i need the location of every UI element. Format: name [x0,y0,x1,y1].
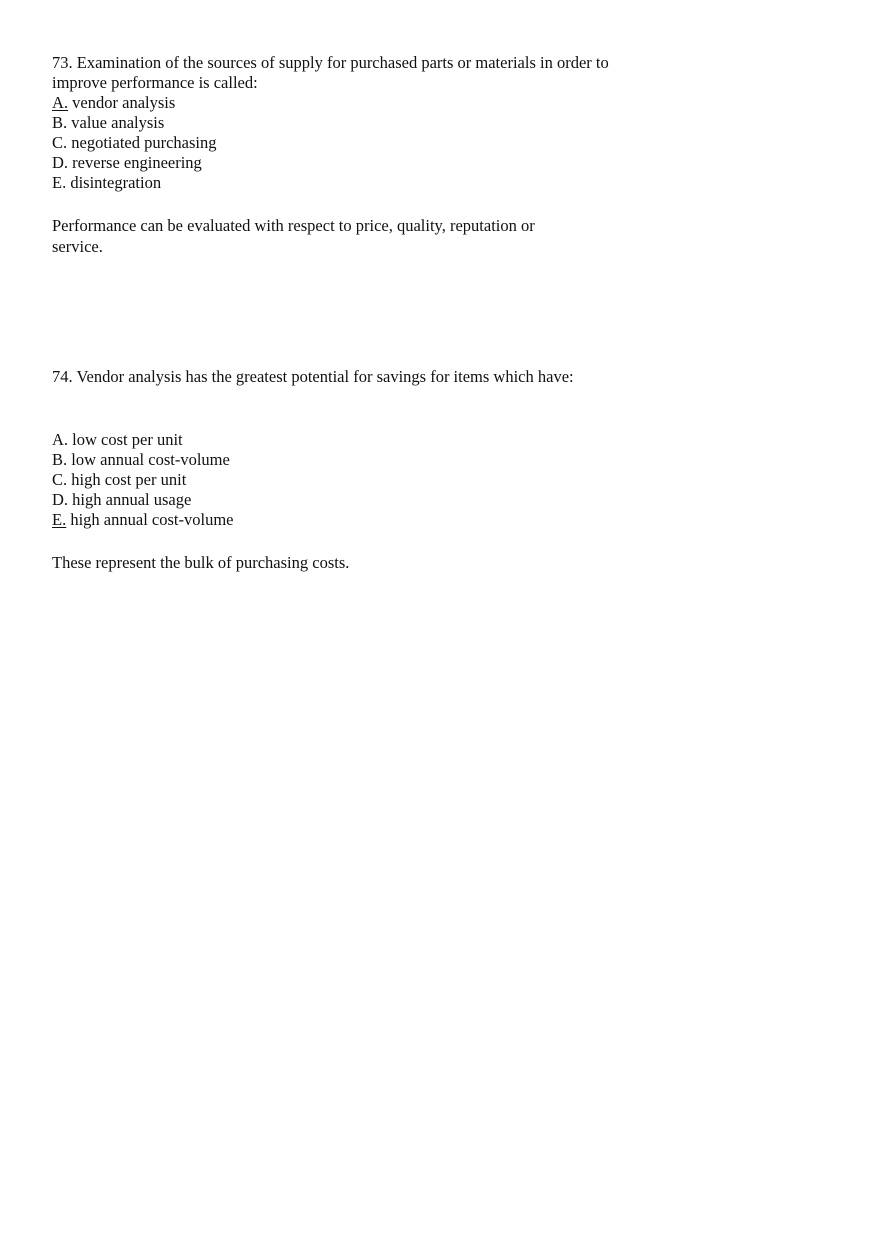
option-text: value analysis [71,113,165,132]
answer-explanation: Performance can be evaluated with respect to price, quality, reputation or service. [52,216,535,256]
option-text: high cost per unit [71,470,187,489]
option-letter: C. [52,470,68,489]
answer-option-a [52,93,652,113]
answer-option-b [52,113,652,133]
option-letter: B. [52,450,68,469]
option-text: high annual usage [72,490,192,509]
answer-option-d [52,490,652,510]
option-text: low annual cost-volume [71,450,230,469]
answer-options [52,430,652,530]
option-letter: D. [52,490,69,509]
answer-option-d [52,153,652,173]
answer-option-e [52,173,652,193]
option-letter: E. [52,173,67,192]
question-74 [52,367,652,573]
option-letter: E. [52,510,67,529]
answer-explanation: These represent the bulk of purchasing costs. [52,553,350,572]
answer-option-c [52,470,652,490]
answer-option-b [52,450,652,470]
option-letter: C. [52,133,68,152]
question-73 [52,53,652,257]
option-text: reverse engineering [72,153,202,172]
option-text: disintegration [70,173,162,192]
option-text: vendor analysis [72,93,176,112]
option-letter: A. [52,93,69,112]
option-letter: A. [52,430,69,449]
answer-option-e [52,510,652,530]
answer-option-c [52,133,652,153]
option-text: high annual cost-volume [70,510,234,529]
question-stem: 74. Vendor analysis has the greatest potential for savings for items which have: [52,367,574,386]
option-letter: B. [52,113,68,132]
option-text: negotiated purchasing [71,133,217,152]
question-stem: 73. Examination of the sources of supply for purchased parts or materials in order to improve performance is called: [52,53,609,92]
option-text: low cost per unit [72,430,183,449]
answer-option-a [52,430,652,450]
option-letter: D. [52,153,69,172]
answer-options [52,93,652,193]
